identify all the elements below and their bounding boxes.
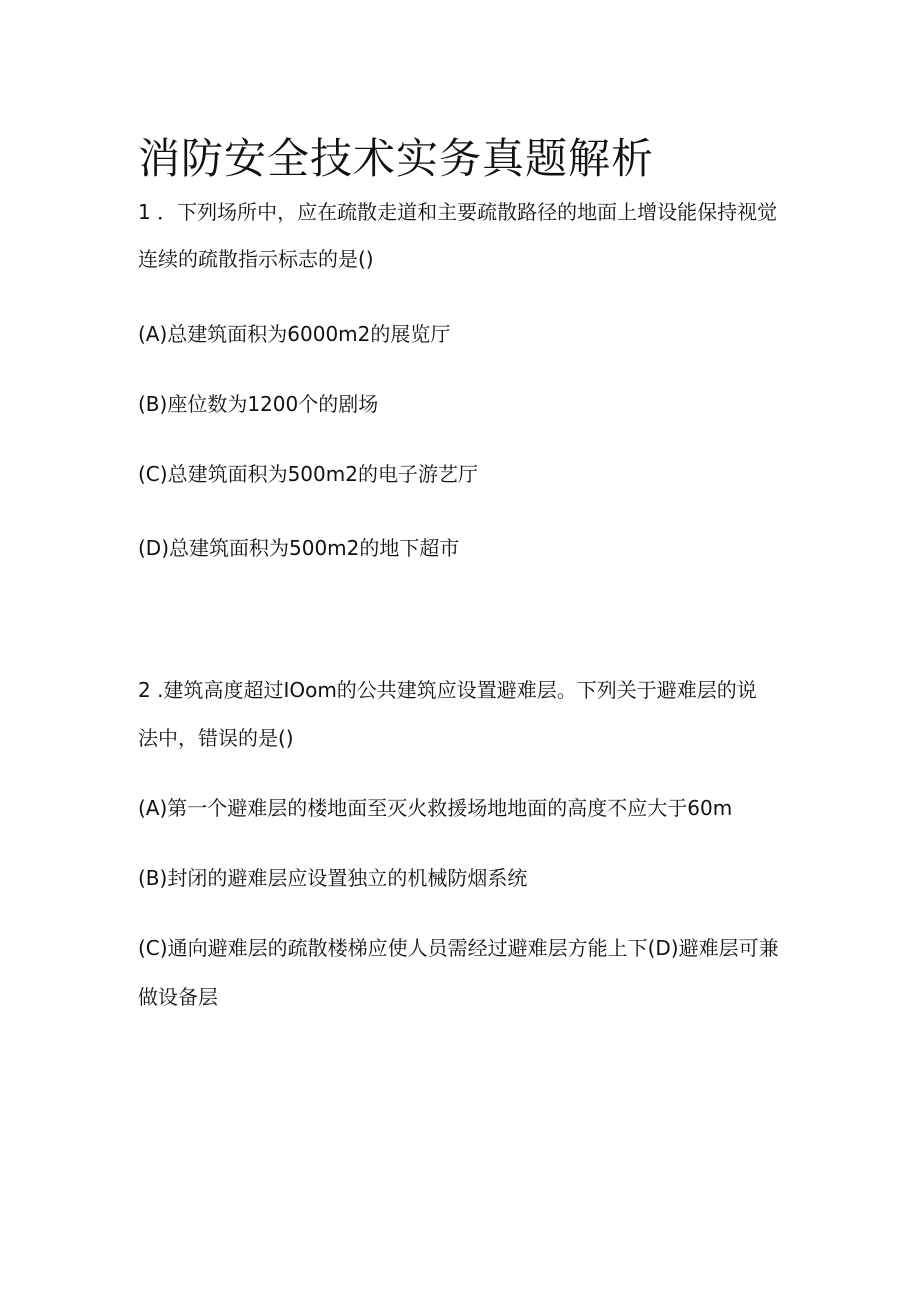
question-2-option-c-line-1: (C)通向避难层的疏散楼梯应使人员需经过避难层方能上下(D)避难层可兼 [138, 936, 779, 960]
question-1-option-c: (C)总建筑面积为500m2的电子游艺厅 [138, 462, 478, 486]
question-2-option-c-line-2: 做设备层 [138, 985, 218, 1009]
question-1-option-b: (B)座位数为1200个的剧场 [138, 392, 379, 416]
question-2-stem-line-1: 2 .建筑高度超过IOom的公共建筑应设置避难层。下列关于避难层的说 [138, 678, 757, 702]
question-2-option-a: (A)第一个避难层的楼地面至灭火救援场地地面的高度不应大于60m [138, 796, 733, 820]
question-1-option-d: (D)总建筑面积为500m2的地下超市 [138, 536, 460, 560]
question-1-stem-line-2: 连续的疏散指示标志的是() [138, 247, 374, 271]
question-1-option-a: (A)总建筑面积为6000m2的展览厅 [138, 322, 451, 346]
document-title: 消防安全技术实务真题解析 [138, 134, 655, 183]
question-1-stem-line-1: 1 ．下列场所中，应在疏散走道和主要疏散路径的地面上增设能保持视觉 [138, 200, 778, 224]
question-2-option-b: (B)封闭的避难层应设置独立的机械防烟系统 [138, 866, 528, 890]
question-2-stem-line-2: 法中，错误的是() [138, 726, 294, 750]
